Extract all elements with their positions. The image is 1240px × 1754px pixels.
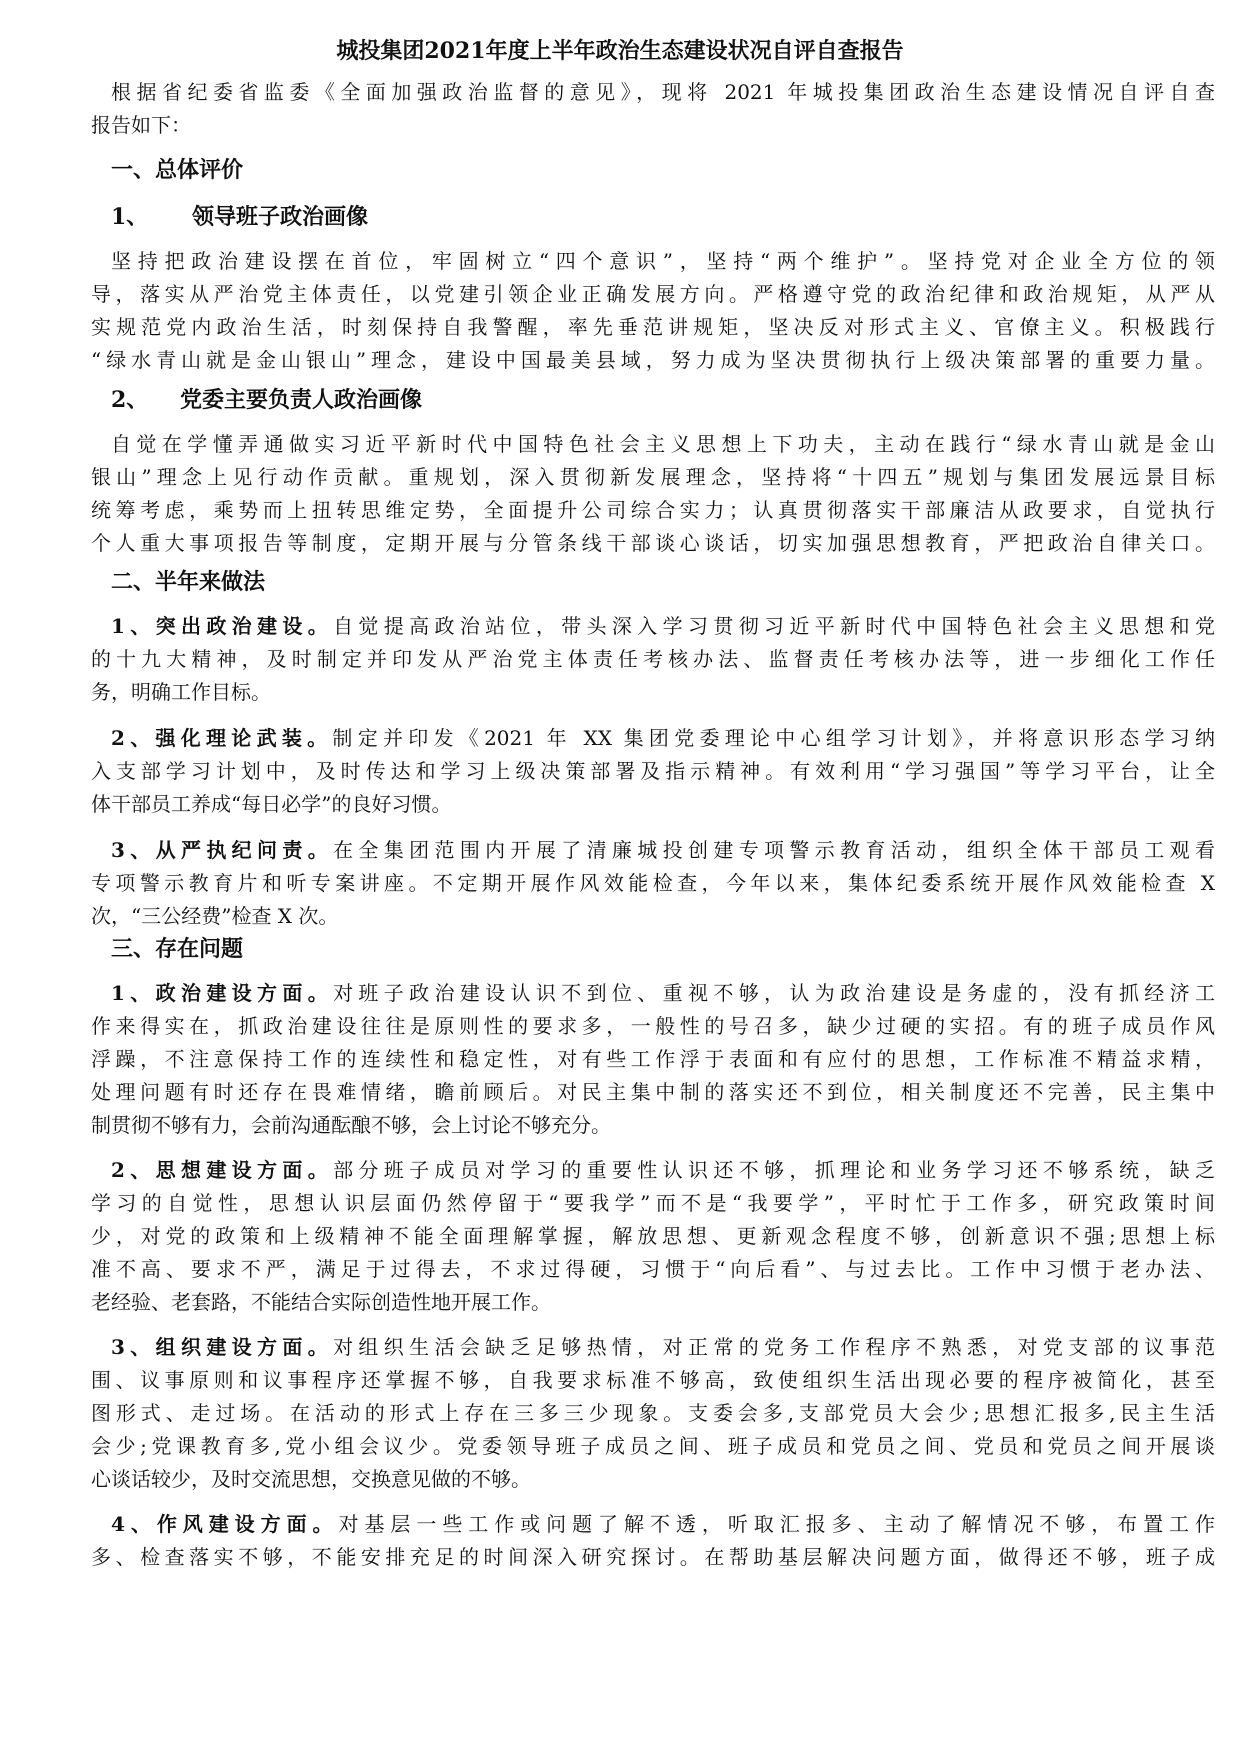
text-line: 体干部员工养成“每日必学”的良好习惯。 [91, 792, 452, 816]
text-line: 制贯彻不够有力，会前沟通酝酿不够，会上讨论不够充分。 [91, 1113, 611, 1137]
text-line: 2、强化理论武装。制定并印发《2021 年 XX 集团党委理论中心组学习计划》，并将意识形态学习纳 [111, 726, 1216, 750]
text-line: 自觉在学懂弄通做实习近平新时代中国特色社会主义思想上下功夫，主动在践行“绿水青山就是金山 [111, 432, 1215, 456]
leadership-portrait-paragraph [91, 245, 1215, 377]
text-line: 务，明确工作目标。 [91, 680, 271, 704]
text-line: 心谈话较少，及时交流思想，交换意见做的不够。 [91, 1467, 531, 1491]
section-heading-existing-problems: 三、存在问题 [111, 936, 244, 962]
text-line: 报告如下： [91, 113, 191, 137]
text-line: 会少;党课教育多,党小组会议少。党委领导班子成员之间、班子成员和党员之间、党员和党员之间开展谈 [91, 1434, 1215, 1458]
item-lead: 3、从严执纪问责。 [111, 838, 334, 862]
text-line: 处理问题有时还存在畏难情绪，瞻前顾后。对民主集中制的落实还不到位，相关制度还不完善，民主集中 [91, 1080, 1215, 1104]
text-line: 3、组织建设方面。对组织生活会缺乏足够热情，对正常的党务工作程序不熟悉，对党支部的议事范 [111, 1335, 1215, 1359]
problem-item-political-building [91, 977, 1215, 1142]
item-lead: 4、作风建设方面。 [111, 1512, 339, 1536]
text-line: 1、突出政治建设。自觉提高政治站位，带头深入学习贯彻习近平新时代中国特色社会主义思想和党 [111, 614, 1215, 638]
text-line: 实规范党内政治生活，时刻保持自我警醒，率先垂范讲规矩，坚决反对形式主义、官僚主义。积极践行 [91, 315, 1215, 339]
text-line: 入支部学习计划中，及时传达和学习上级决策部署及指示精神。有效利用“学习强国”等学习平台，让全 [91, 759, 1215, 783]
text-line: 导，落实从严治党主体责任，以党建引领企业正确发展方向。严格遵守党的政治纪律和政治规矩，从严从 [91, 282, 1215, 306]
text-line: 多、检查落实不够，不能安排充足的时间深入研究探讨。在帮助基层解决问题方面，做得还不够，班子成 [91, 1545, 1215, 1569]
text-line: 围、议事原则和议事程序还掌握不够，自我要求标准不够高，致使组织生活出现必要的程序被简化，甚至 [91, 1368, 1215, 1392]
text-line: 专项警示教育片和听专案讲座。不定期开展作风效能检查，今年以来，集体纪委系统开展作风效能检查 X [91, 871, 1215, 895]
practice-item-theory-study [91, 722, 1215, 821]
subsection-heading-party-secretary-portrait [111, 383, 422, 417]
text-line: 学习的自觉性，思想认识层面仍然停留于“要我学”而不是“我要学”，平时忙于工作多，研究政策时间 [91, 1191, 1215, 1215]
subsection-number: 1、 [111, 204, 149, 230]
text-line: 准不高、要求不严，满足于过得去，不求过得硬，习惯于“向后看”、与过去比。工作中习惯于老办法、 [91, 1257, 1215, 1281]
text-line: 3、从严执纪问责。在全集团范围内开展了清廉城投创建专项警示教育活动，组织全体干部员工观看 [111, 838, 1215, 862]
text-line: 银山”理念上见行动作贡献。重规划，深入贯彻新发展理念，坚持将“十四五”规划与集团发展远景目标 [91, 465, 1215, 489]
text-line: “绿水青山就是金山银山”理念，建设中国最美县域，努力成为坚决贯彻执行上级决策部署的重要力量。 [91, 348, 1215, 372]
problem-item-ideological-building [91, 1154, 1215, 1319]
text-line: 图形式、走过场。在活动的形式上存在三多三少现象。支委会多,支部党员大会少;思想汇报多,民主生活 [91, 1401, 1215, 1425]
problem-item-work-style [91, 1508, 1215, 1574]
problem-item-organizational-building [91, 1331, 1215, 1496]
text-line: 统筹考虑，乘势而上扭转思维定势，全面提升公司综合实力；认真贯彻落实干部廉洁从政要求，自觉执行 [91, 498, 1215, 522]
item-lead: 2、强化理论武装。 [111, 726, 333, 750]
text-line: 2、思想建设方面。部分班子成员对学习的重要性认识还不够，抓理论和业务学习还不够系统，缺乏 [111, 1158, 1215, 1182]
party-secretary-portrait-paragraph [91, 428, 1215, 560]
text-line: 少，对党的政策和上级精神不能全面理解掌握，解放思想、更新观念程度不够，创新意识不强;思想上标 [91, 1224, 1215, 1248]
document-title: 城投集团2021年度上半年政治生态建设状况自评自查报告 [336, 38, 904, 64]
section-heading-half-year-practices: 二、半年来做法 [111, 569, 266, 595]
text-line: 1、政治建设方面。对班子政治建设认识不到位、重视不够，认为政治建设是务虚的，没有抓经济工 [111, 981, 1215, 1005]
text-line: 根据省纪委省监委《全面加强政治监督的意见》，现将 2021 年城投集团政治生态建设情况自评自查 [111, 80, 1215, 104]
subsection-number: 2、 [111, 387, 149, 413]
text-line: 老经验、老套路，不能结合实际创造性地开展工作。 [91, 1290, 551, 1314]
item-lead: 2、思想建设方面。 [111, 1158, 334, 1182]
text-line: 的十九大精神，及时制定并印发从严治党主体责任考核办法、监督责任考核办法等，进一步细化工作任 [91, 647, 1215, 671]
intro-paragraph [91, 76, 1215, 142]
item-lead: 1、政治建设方面。 [111, 981, 334, 1005]
subsection-title: 领导班子政治画像 [192, 204, 369, 230]
section-heading-overall-evaluation: 一、总体评价 [111, 157, 244, 183]
text-line: 浮躁，不注意保持工作的连续性和稳定性，对有些工作浮于表面和有应付的思想，工作标准不精益求精， [91, 1047, 1215, 1071]
item-lead: 3、组织建设方面。 [111, 1335, 334, 1359]
subsection-heading-leadership-portrait [111, 200, 368, 234]
text-line: 4、作风建设方面。对基层一些工作或问题了解不透，听取汇报多、主动了解情况不够，布置工作 [111, 1512, 1216, 1536]
text-line: 次，“三公经费”检查 X 次。 [91, 904, 339, 928]
practice-item-political-building [91, 610, 1215, 709]
text-line: 个人重大事项报告等制度，定期开展与分管条线干部谈心谈话，切实加强思想教育，严把政治自律关口。 [91, 531, 1215, 555]
subsection-title: 党委主要负责人政治画像 [180, 387, 423, 413]
practice-item-discipline [91, 834, 1215, 933]
text-line: 作来得实在，抓政治建设往往是原则性的要求多，一般性的号召多，缺少过硬的实招。有的班子成员作风 [91, 1014, 1215, 1038]
text-line: 坚持把政治建设摆在首位，牢固树立“四个意识”，坚持“两个维护”。坚持党对企业全方位的领 [111, 249, 1215, 273]
item-lead: 1、突出政治建设。 [111, 614, 334, 638]
